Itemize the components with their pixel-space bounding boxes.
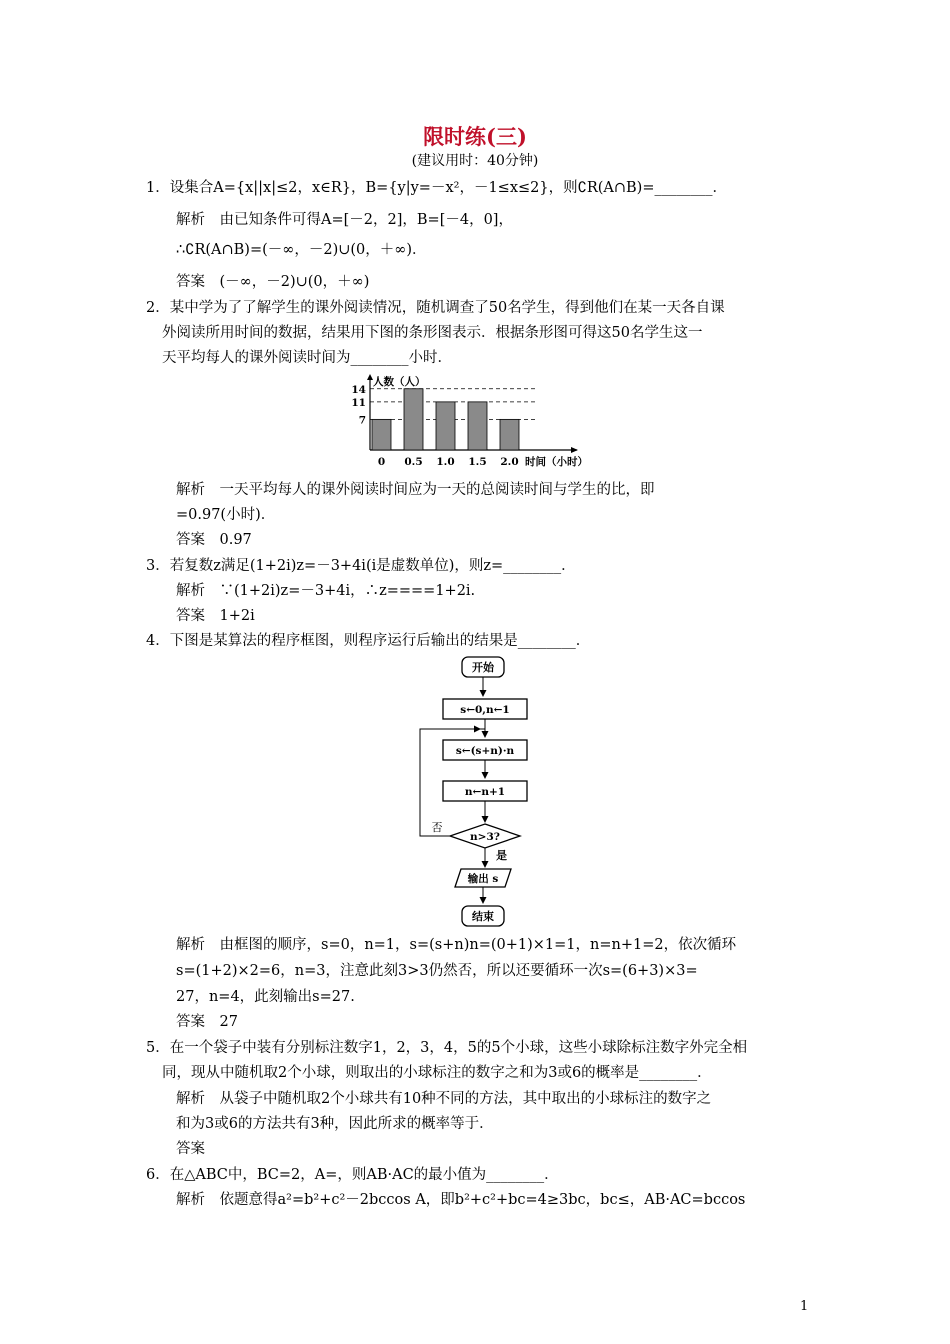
y-axis-label: 人数（人） [373, 376, 426, 388]
bar-2.0 [500, 419, 519, 450]
q5-answer: 答案 [176, 1141, 205, 1157]
bar-0 [372, 419, 391, 450]
page-subtitle: (建议用时：40分钟) [411, 153, 539, 169]
q3-solution: 解析 ∵(1+2i)z=－3+4i，∴z====1+2i. [176, 583, 476, 599]
x-axis-arrow [571, 447, 578, 453]
x-tick-2.0: 2.0 [500, 456, 519, 468]
x-tick-1.5: 1.5 [468, 456, 487, 468]
x-tick-0: 0 [377, 456, 386, 468]
q4-solution-3: 27，n=4，此刻输出s=27. [176, 989, 355, 1005]
question-3: 3．若复数z满足(1+2i)z=－3+4i(i是虚数单位)，则z=________． [146, 558, 576, 574]
x-tick-0.5: 0.5 [404, 456, 423, 468]
question-5-line-1: 5．在一个袋子中装有分别标注数字1，2，3，4，5的5个小球，这些小球除标注数字外完全相 [146, 1040, 748, 1056]
x-tick-1.0: 1.0 [436, 456, 455, 468]
question-1: 1．设集合A={x||x|≤2，x∈R}，B={y|y=－x²，－1≤x≤2}，则∁R(A∩B)=________． [146, 180, 727, 196]
bar-chart [345, 372, 605, 472]
flow-yes-label: 是 [496, 849, 507, 862]
q1-solution-2: ∴∁R(A∩B)=(－∞，－2)∪(0，＋∞)． [176, 242, 427, 258]
bar-0.5 [404, 389, 423, 450]
y-tick-11: 11 [351, 396, 366, 409]
q2-answer: 答案 0.97 [176, 532, 252, 548]
y-tick-7: 7 [358, 414, 366, 427]
page-title: 限时练(三) [423, 124, 527, 149]
q2-solution-2: =0.97(小时)． [176, 507, 276, 523]
q5-solution-2: 和为3或6的方法共有3种，因此所求的概率等于． [176, 1116, 494, 1132]
question-2-line-3: 天平均每人的课外阅读时间为________小时． [162, 350, 452, 366]
q1-solution-1: 解析 由已知条件可得A=[－2，2]，B=[－4，0]， [176, 212, 513, 228]
q4-answer: 答案 27 [176, 1014, 238, 1030]
y-tick-14: 14 [351, 383, 366, 396]
x-axis-label: 时间（小时） [525, 456, 588, 468]
flow-end-label: 结束 [472, 910, 494, 923]
q1-answer: 答案 (－∞，－2)∪(0，＋∞) [176, 274, 370, 290]
question-6: 6．在△ABC中，BC=2，A=，则AB·AC的最小值为________． [146, 1167, 559, 1183]
flow-no-label: 否 [431, 821, 443, 834]
flow-start-label: 开始 [472, 661, 494, 674]
flow-init-label: s←0,n←1 [460, 704, 510, 716]
q2-solution-1: 解析 一天平均每人的课外阅读时间应为一天的总阅读时间与学生的比，即 [176, 482, 655, 498]
flow-step1-label: s←(s+n)·n [455, 745, 515, 757]
q3-answer: 答案 1+2i [176, 608, 255, 624]
bar-1.0 [436, 402, 455, 450]
bar-1.5 [468, 402, 487, 450]
q4-solution-2: s=(1+2)×2=6，n=3，注意此刻3>3仍然否，所以还要循环一次s=(6+3)×3= [176, 963, 698, 979]
question-5-line-2: 同，现从中随机取2个小球，则取出的小球标注的数字之和为3或6的概率是________． [162, 1065, 712, 1081]
flow-output-label: 输出 s [467, 873, 499, 885]
question-2-line-1: 2．某中学为了了解学生的课外阅读情况，随机调查了50名学生，得到他们在某一天各自课 [146, 300, 725, 316]
question-4: 4．下图是某算法的程序框图，则程序运行后输出的结果是________． [146, 633, 591, 649]
q6-solution: 解析 依题意得a²=b²+c²－2bccos A，即b²+c²+bc=4≥3bc，bc≤，AB·AC=bccos [176, 1192, 746, 1208]
q5-solution-1: 解析 从袋子中随机取2个小球共有10种不同的方法，其中取出的小球标注的数字之 [176, 1091, 712, 1107]
flow-step2-label: n←n+1 [464, 786, 506, 798]
page-number: 1 [800, 1299, 809, 1314]
q4-solution-1: 解析 由框图的顺序，s=0，n=1，s=(s+n)n=(0+1)×1=1，n=n+1=2，依次循环 [176, 937, 737, 953]
flow-condition-label: n>3? [470, 831, 500, 843]
question-2-line-2: 外阅读所用时间的数据，结果用下图的条形图表示．根据条形图可得这50名学生这一 [162, 325, 703, 341]
flowchart [400, 654, 540, 929]
